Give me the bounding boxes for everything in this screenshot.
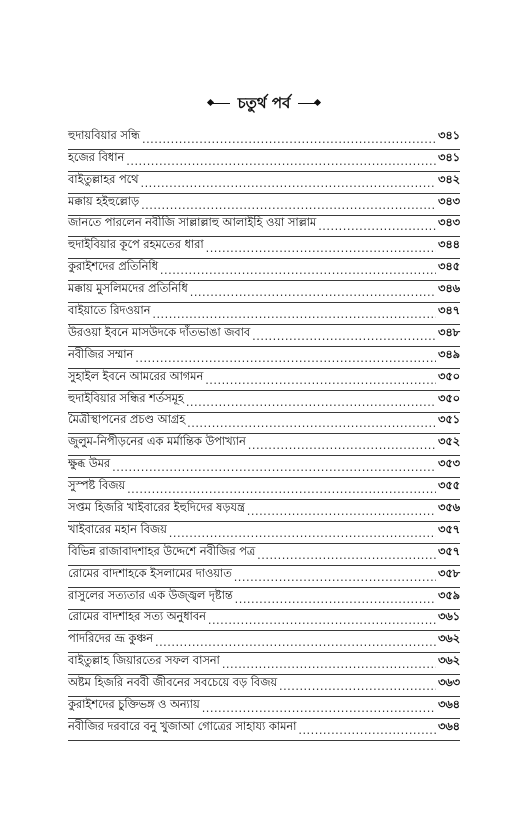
toc-entry [68,544,460,566]
toc-entry [68,456,460,478]
toc-entry-title: নবীজির দরবারে বনু খুজাআ গোত্রের সাহায্য কামনা [68,719,297,733]
toc-entry-title: হুদাইবিয়ার সন্ধির শর্তসমূহ [68,391,184,405]
toc-entry-title: উরওয়া ইবনে মাসউদকে দাঁতভাঙা জবাব [68,325,251,339]
toc-entry [68,719,460,741]
toc-entry-page: ৩৫৭ [437,544,460,558]
dot-leader [298,724,436,737]
toc-entry-page: ৩৬৩ [437,676,460,690]
toc-entry [68,631,460,653]
section-title: চতুর্থ পর্ব [237,93,291,112]
toc-entry-page: ৩৬২ [437,632,460,646]
toc-entry-title: হুদায়বিয়ার সন্ধি [68,128,140,142]
toc-entry-page: ৩৫৯ [437,588,460,602]
dot-leader [205,374,436,387]
toc-entry-page: ৩৪৯ [437,347,460,361]
toc-entry [68,500,460,522]
toc-entry-title: ক্ষুব্ধ উমর [68,457,111,471]
toc-entry [68,216,460,238]
toc-entry [68,653,460,675]
toc-entry [68,522,460,544]
toc-entry-page: ৩৫২ [437,435,460,449]
toc-entry-page: ৩৪২ [437,172,460,186]
toc-entry-title: পাদরিদের ভ্রূ কুঞ্চন [68,632,153,646]
toc-entry-title: মৈত্রীস্থাপনের প্রচণ্ড আগ্রহ [68,413,186,427]
toc-entry-page: ৩৪৩ [437,216,460,230]
toc-entry-page: ৩৪৩ [437,194,460,208]
toc-entry-title: হজের বিধান [68,150,125,164]
toc-entry-page: ৩৫৭ [437,522,460,536]
toc-entry-title: মক্কায় হইহুল্লোড় [68,194,140,208]
toc-entry-page: ৩৫০ [437,369,460,383]
toc-entry [68,303,460,325]
toc-entry-title: নবীজির সম্মান [68,347,134,361]
toc-entry-page: ৩৫৮ [437,566,460,580]
toc-entry [68,325,460,347]
dot-leader [141,199,436,212]
toc-entry-title: সুস্পষ্ট বিজয় [68,479,126,493]
toc-entry-title: হুদাইবিয়ার কূপে রহমতের ধারা [68,238,204,252]
toc-entry [68,128,460,150]
toc-entry-page: ৩৬৪ [437,719,460,733]
toc-entry-page: ৩৪১ [437,128,460,142]
right-ornament-icon [298,99,320,109]
dot-leader [160,264,436,277]
section-heading [68,92,460,116]
table-of-contents [68,128,460,741]
toc-entry [68,237,460,259]
toc-entry-title: সপ্তম হিজরি খাইবারের ইহুদিদের ষড়যন্ত্র [68,501,245,515]
toc-entry [68,281,460,303]
toc-entry-title: রাসুলের সত্যতার এক উজ্জ্বল দৃষ্টান্ত [68,588,233,602]
toc-entry [68,434,460,456]
dot-leader [257,549,436,562]
dot-leader [169,527,436,540]
toc-entry [68,610,460,632]
dot-leader [152,308,436,321]
dot-leader [235,593,436,606]
dot-leader [187,417,436,430]
dot-leader [127,483,436,496]
toc-entry [68,675,460,697]
dot-leader [206,242,436,255]
toc-entry [68,566,460,588]
dot-leader [234,571,436,584]
toc-entry-page: ৩৪১ [437,150,460,164]
toc-entry [68,172,460,194]
dot-leader [126,155,436,168]
toc-entry-page: ৩৫০ [437,391,460,405]
dot-leader [186,396,436,409]
dot-leader [142,133,436,146]
dot-leader [202,702,436,715]
toc-entry [68,369,460,391]
toc-entry-page: ৩৬১ [437,610,460,624]
dot-leader [252,330,436,343]
toc-entry-page: ৩৫৬ [437,501,460,515]
toc-entry-page: ৩৪৮ [437,325,460,339]
toc-entry-title: জুলুম-নিপীড়নের এক মর্মান্তিক উপাখ্যান [68,435,246,449]
toc-entry [68,150,460,172]
toc-entry-page: ৩৪৭ [437,304,460,318]
toc-entry-page: ৩৪৬ [437,282,460,296]
dot-leader [190,286,436,299]
toc-entry [68,259,460,281]
toc-entry [68,391,460,413]
toc-entry [68,347,460,369]
toc-entry-title: রোমের বাদশাহকে ইসলামের দাওয়াত [68,566,232,580]
toc-entry [68,413,460,435]
toc-entry-title: অষ্টম হিজরি নববী জীবনের সবচেয়ে বড় বিজয় [68,676,277,690]
toc-entry-title: সুহাইল ইবনে আমরের আগমন [68,369,204,383]
toc-page [68,92,460,741]
dot-leader [155,636,436,649]
toc-entry-title: বাইতুল্লাহ জিয়ারতের সফল বাসনা [68,654,220,668]
toc-entry-title: মক্কায় মুসলিমদের প্রতিনিধি [68,282,188,296]
dot-leader [112,461,436,474]
dot-leader [141,177,436,190]
toc-entry [68,697,460,719]
toc-entry-title: বাইতুল্লাহর পথে [68,172,139,186]
toc-entry-page: ৩৪৪ [437,238,460,252]
dot-leader [248,439,436,452]
toc-entry [68,478,460,500]
toc-entry-page: ৩৫৫ [437,479,460,493]
dot-leader [247,505,436,518]
toc-entry-title: কুরাইশদের প্রতিনিধি [68,260,158,274]
dot-leader [135,352,436,365]
toc-entry-title: খাইবারের মহান বিজয় [68,522,167,536]
toc-entry [68,194,460,216]
toc-entry-page: ৩৫৩ [437,457,460,471]
toc-entry-title: রোমের বাদশাহর সত্য অনুধাবন [68,610,206,624]
toc-entry-title: জানতে পারলেন নবীজি সাল্লাল্লাহু আলাইহি ওয়া সাল্লাম [68,216,317,230]
dot-leader [318,220,436,233]
toc-entry-title: বাইয়াতে রিদওয়ান [68,304,151,318]
dot-leader [279,680,436,693]
dot-leader [222,658,436,671]
toc-entry [68,588,460,610]
toc-entry-page: ৩৪৫ [437,260,460,274]
left-ornament-icon [208,99,230,109]
toc-entry-page: ৩৬৪ [437,698,460,712]
toc-entry-title: বিভিন্ন রাজাবাদশাহর উদ্দেশে নবীজির পত্র [68,544,256,558]
toc-entry-title: কুরাইশদের চুক্তিভঙ্গ ও অন্যায় [68,698,200,712]
toc-entry-page: ৩৫১ [437,413,460,427]
dot-leader [208,614,436,627]
toc-entry-page: ৩৬২ [437,654,460,668]
